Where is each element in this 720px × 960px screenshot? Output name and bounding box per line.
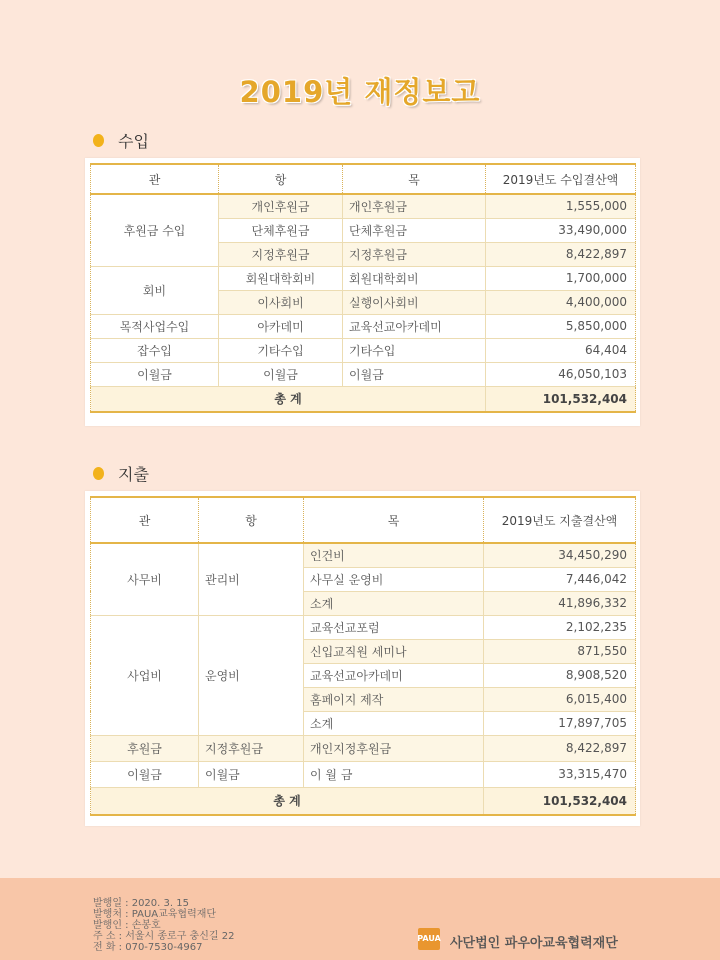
mok-cell: 홈페이지 제작 [304, 687, 484, 711]
header-gwan: 관 [91, 164, 219, 194]
amount-cell: 8,422,897 [484, 735, 636, 761]
issuer: 발행인 : 손봉호 [93, 920, 161, 931]
amount-cell: 33,315,470 [484, 761, 636, 787]
mok-cell: 개인지정후원금 [304, 735, 484, 761]
gwan-cell: 이월금 [91, 761, 199, 787]
mok-cell: 교육선교포럼 [304, 615, 484, 639]
amount-cell: 1,555,000 [486, 194, 636, 218]
org-name: 사단법인 파우아교육협력재단 [450, 936, 618, 951]
mok-cell: 소계 [304, 711, 484, 735]
hang-cell: 운영비 [199, 615, 304, 735]
amount-cell: 34,450,290 [484, 543, 636, 567]
header-mok: 목 [304, 497, 484, 543]
gwan-cell: 후원금 [91, 735, 199, 761]
amount-cell: 64,404 [486, 338, 636, 362]
mok-cell: 지정후원금 [343, 242, 486, 266]
mok-cell: 사무실 운영비 [304, 567, 484, 591]
amount-cell: 4,400,000 [486, 290, 636, 314]
paua-logo-icon: PAUA [418, 928, 440, 950]
total-row [91, 386, 636, 412]
total-label: 총 계 [91, 386, 486, 412]
table-row [91, 314, 636, 338]
table-row [91, 194, 636, 218]
amount-cell: 6,015,400 [484, 687, 636, 711]
mok-cell: 이월금 [343, 362, 486, 386]
income-heading [93, 129, 149, 152]
table-row [91, 543, 636, 567]
hang-cell: 지정후원금 [219, 242, 343, 266]
amount-cell: 2,102,235 [484, 615, 636, 639]
publisher: 발행처 : PAUA교육협력재단 [93, 909, 217, 920]
income-table [90, 163, 636, 413]
header-amount: 2019년도 수입결산액 [486, 164, 636, 194]
expense-heading [93, 462, 149, 485]
amount-cell: 33,490,000 [486, 218, 636, 242]
hang-cell: 이월금 [219, 362, 343, 386]
income-header-row [91, 164, 636, 194]
mok-cell: 인건비 [304, 543, 484, 567]
gwan-cell: 회비 [91, 266, 219, 314]
mok-cell: 신입교직원 세미나 [304, 639, 484, 663]
mok-cell: 회원대학회비 [343, 266, 486, 290]
gwan-cell: 잡수입 [91, 338, 219, 362]
header-mok: 목 [343, 164, 486, 194]
expense-card [85, 491, 640, 826]
hang-cell: 회원대학회비 [219, 266, 343, 290]
amount-cell: 1,700,000 [486, 266, 636, 290]
header-hang: 항 [199, 497, 304, 543]
header-hang: 항 [219, 164, 343, 194]
mok-cell: 단체후원금 [343, 218, 486, 242]
expense-header-row [91, 497, 636, 543]
hang-cell: 아카데미 [219, 314, 343, 338]
amount-cell: 871,550 [484, 639, 636, 663]
bullet-icon [93, 134, 104, 147]
hang-cell: 이월금 [199, 761, 304, 787]
income-heading-label: 수입 [118, 132, 149, 151]
total-label: 총 계 [91, 787, 484, 815]
publish-date: 발행일 : 2020. 3. 15 [93, 898, 189, 909]
table-row [91, 266, 636, 290]
total-amount: 101,532,404 [484, 787, 636, 815]
table-row [91, 338, 636, 362]
amount-cell: 8,908,520 [484, 663, 636, 687]
income-card [85, 158, 640, 426]
footer [0, 878, 720, 960]
mok-cell: 소계 [304, 591, 484, 615]
bullet-icon [93, 467, 104, 480]
mok-cell: 개인후원금 [343, 194, 486, 218]
header-gwan: 관 [91, 497, 199, 543]
hang-cell: 관리비 [199, 543, 304, 615]
page-title: 2019년 재정보고 [239, 75, 481, 109]
mok-cell: 이 월 금 [304, 761, 484, 787]
table-row [91, 615, 636, 639]
expense-table [90, 496, 636, 816]
publication-info [93, 898, 234, 953]
expense-heading-label: 지출 [118, 465, 149, 484]
hang-cell: 개인후원금 [219, 194, 343, 218]
amount-cell: 41,896,332 [484, 591, 636, 615]
table-row [91, 362, 636, 386]
table-row [91, 761, 636, 787]
amount-cell: 17,897,705 [484, 711, 636, 735]
mok-cell: 기타수입 [343, 338, 486, 362]
hang-cell: 기타수입 [219, 338, 343, 362]
total-row [91, 787, 636, 815]
hang-cell: 단체후원금 [219, 218, 343, 242]
gwan-cell: 사무비 [91, 543, 199, 615]
total-amount: 101,532,404 [486, 386, 636, 412]
hang-cell: 이사회비 [219, 290, 343, 314]
phone: 전 화 : 070-7530-4967 [93, 942, 203, 953]
amount-cell: 8,422,897 [486, 242, 636, 266]
gwan-cell: 후원금 수입 [91, 194, 219, 266]
gwan-cell: 사업비 [91, 615, 199, 735]
gwan-cell: 이월금 [91, 362, 219, 386]
table-row [91, 735, 636, 761]
mok-cell: 실행이사회비 [343, 290, 486, 314]
amount-cell: 46,050,103 [486, 362, 636, 386]
address: 주 소 : 서울시 종로구 충신길 22 [93, 931, 235, 942]
mok-cell: 교육선교아카데미 [304, 663, 484, 687]
header-amount: 2019년도 지출결산액 [484, 497, 636, 543]
amount-cell: 5,850,000 [486, 314, 636, 338]
hang-cell: 지정후원금 [199, 735, 304, 761]
amount-cell: 7,446,042 [484, 567, 636, 591]
mok-cell: 교육선교아카데미 [343, 314, 486, 338]
gwan-cell: 목적사업수입 [91, 314, 219, 338]
